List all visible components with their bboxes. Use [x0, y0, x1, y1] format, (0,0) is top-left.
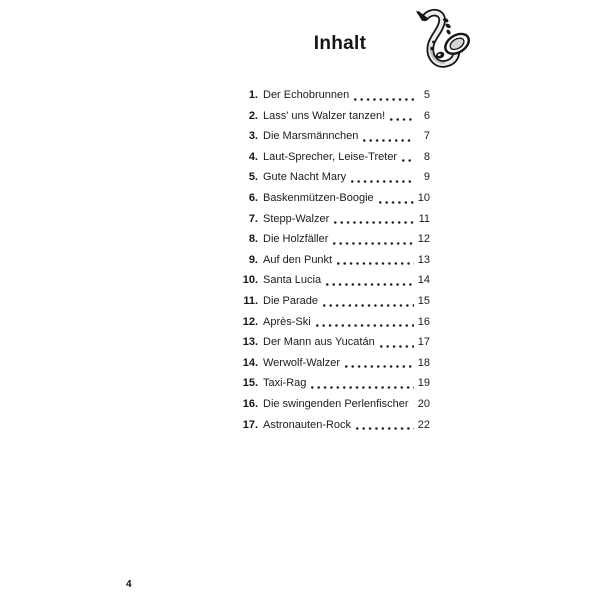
toc-entry-title: Auf den Punkt	[263, 253, 333, 266]
dot-leader	[326, 270, 414, 291]
dot-leader	[363, 126, 414, 147]
toc-entry-title: Astronauten-Rock	[263, 418, 352, 431]
toc-entry-page: 7	[423, 130, 430, 143]
toc-entry-page: 16	[417, 315, 430, 328]
toc-entry	[238, 332, 430, 353]
toc-entry-number: 8.	[248, 233, 258, 246]
toc-entry	[238, 167, 430, 188]
toc-entry-page: 18	[417, 356, 430, 369]
toc-entry-number: 1.	[248, 89, 258, 101]
toc-entry-number: 11.	[243, 294, 258, 307]
toc-entry-number: 5.	[248, 171, 258, 184]
toc-entry-title: Baskenmützen-Boogie	[263, 191, 374, 204]
toc-entry-page: 14	[417, 274, 430, 287]
toc-entry-page: 15	[417, 294, 430, 307]
dot-leader	[311, 373, 413, 394]
toc-entry-title: Gute Nacht Mary	[263, 171, 347, 184]
toc-entry-page: 11	[418, 212, 430, 225]
toc-entry-number: 10.	[242, 274, 258, 287]
toc-entry-page: 5	[423, 89, 430, 101]
toc-entry	[238, 85, 430, 106]
toc-entry-number: 15.	[242, 377, 258, 390]
toc-entry	[238, 106, 430, 127]
toc-entry-title: Die Marsmännchen	[263, 130, 359, 143]
toc-entry	[238, 373, 430, 394]
toc-entry-page: 8	[423, 150, 430, 163]
footer-page-number: 4	[126, 579, 132, 590]
toc-entry	[238, 415, 430, 436]
dot-leader	[337, 250, 414, 271]
toc-entry-number: 3.	[248, 130, 258, 143]
dot-leader	[379, 188, 414, 209]
toc-entry	[238, 229, 430, 250]
toc-entry-page: 10	[417, 191, 430, 204]
toc-entry-page: 12	[417, 233, 430, 246]
toc-entry-number: 4.	[248, 150, 258, 163]
dot-leader	[402, 147, 414, 168]
toc-entry-title: Der Mann aus Yucatán	[263, 336, 375, 349]
page-title: Inhalt	[313, 33, 367, 54]
toc-entry-title: Taxi-Rag	[263, 377, 307, 390]
dot-leader	[333, 229, 413, 250]
toc-entry-number: 16.	[242, 397, 258, 410]
toc-entry-number: 17.	[242, 418, 258, 431]
toc-entry-title: Die Parade	[263, 294, 319, 307]
toc-entry-number: 7.	[248, 212, 258, 225]
toc-entry	[238, 312, 430, 333]
dot-leader	[345, 353, 414, 374]
toc-entry-title: Die swingenden Perlenfischer	[263, 397, 409, 410]
toc-entry-title: Santa Lucia	[263, 274, 322, 287]
dot-leader	[351, 167, 414, 188]
toc-entry	[238, 353, 430, 374]
toc-entry-page: 19	[417, 377, 430, 390]
saxophone-icon	[410, 7, 472, 75]
toc-entry-title: Der Echobrunnen	[263, 89, 350, 101]
dot-leader	[334, 209, 414, 230]
toc-entry	[238, 250, 430, 271]
toc-entry	[238, 147, 430, 168]
toc-entry-number: 14.	[242, 356, 258, 369]
toc-entry	[238, 188, 430, 209]
dot-leader	[390, 106, 414, 127]
toc-entry-number: 13.	[242, 336, 258, 349]
toc-entry-page: 9	[423, 171, 430, 184]
toc-entry-page: 22	[417, 418, 430, 431]
dot-leader	[323, 291, 414, 312]
dot-leader	[356, 415, 414, 436]
toc-entry-page: 20	[417, 397, 430, 410]
toc-entry	[238, 209, 430, 230]
toc-entry	[238, 126, 430, 147]
dot-leader	[380, 332, 414, 353]
toc-entry-number: 2.	[248, 109, 258, 122]
dot-leader	[316, 312, 414, 333]
toc-entry-title: Lass' uns Walzer tanzen!	[263, 109, 386, 122]
toc-entry-title: Die Holzfäller	[263, 233, 329, 246]
toc-entry-title: Laut-Sprecher, Leise-Treter	[263, 150, 398, 163]
dot-leader	[354, 85, 414, 106]
toc-entry-number: 12.	[242, 315, 258, 328]
toc-entry-page: 6	[423, 109, 430, 122]
toc-entry-title: Après-Ski	[263, 315, 311, 328]
toc-entry-number: 6.	[248, 191, 258, 204]
toc-list	[238, 85, 430, 435]
toc-entry-title: Stepp-Walzer	[263, 212, 330, 225]
toc-entry	[238, 270, 430, 291]
toc-entry-page: 13	[417, 253, 430, 266]
toc-entry	[238, 394, 430, 415]
toc-entry-number: 9.	[248, 253, 258, 266]
toc-entry-page: 17	[417, 336, 430, 349]
toc-entry	[238, 291, 430, 312]
toc-entry-title: Werwolf-Walzer	[263, 356, 341, 369]
